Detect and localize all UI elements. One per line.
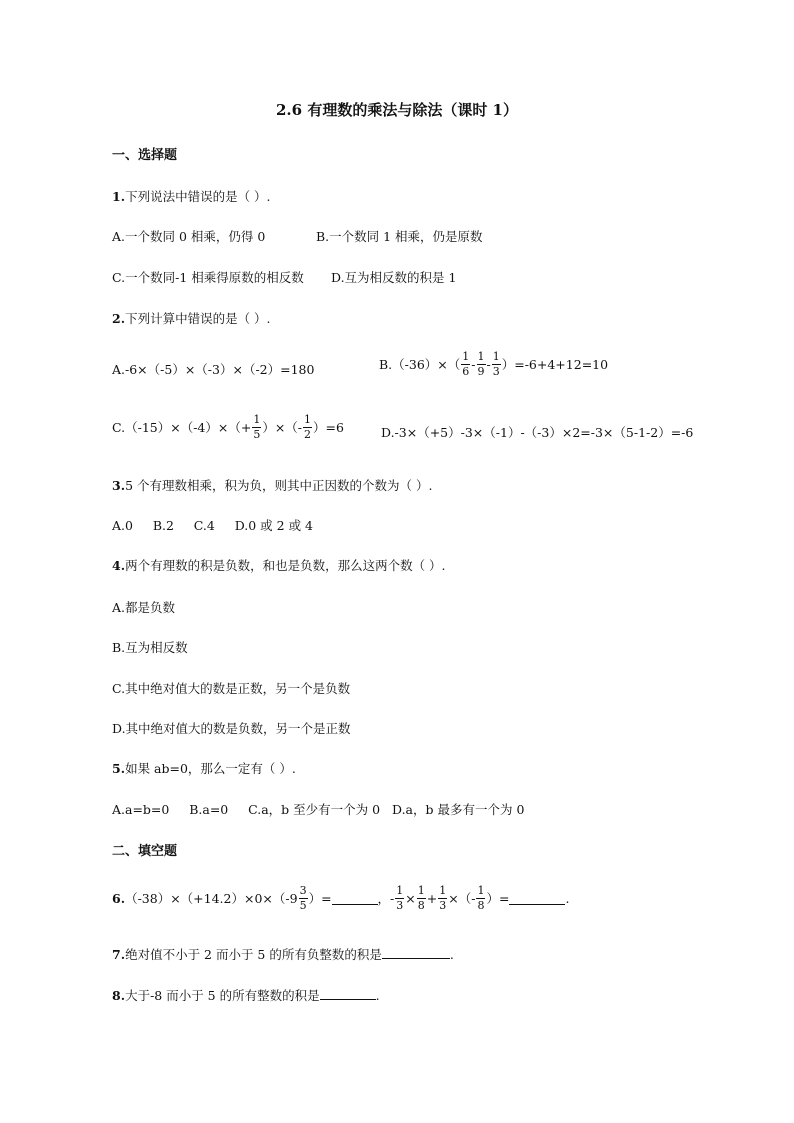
fraction [299, 884, 308, 913]
q1-option-d: D.互为相反数的积是 1 [331, 270, 457, 285]
numerator: 1 [462, 350, 470, 363]
question-stem: 绝对值不小于 2 而小于 5 的所有负整数的积是 [125, 947, 382, 962]
numerator: 1 [253, 413, 261, 426]
question-number: 8. [112, 988, 126, 1003]
q2-c-middle: ）×（- [262, 419, 303, 435]
q4-option-d: D.其中绝对值大的数是负数，另一个是正数 [112, 721, 351, 736]
denominator: 8 [417, 899, 425, 912]
q2-option-b [379, 350, 608, 379]
section-heading-choice: 一、选择题 [112, 148, 178, 163]
q6-text: . [565, 890, 570, 906]
operator: - [486, 356, 491, 372]
question-6 [112, 884, 569, 913]
question-stem: 下列说法中错误的是（ ）. [125, 189, 271, 204]
q2-c-suffix: ）=6 [313, 419, 344, 435]
question-7 [112, 946, 454, 964]
numerator: 3 [299, 884, 307, 897]
question-number: 1. [112, 189, 126, 204]
q4-option-a: A.都是负数 [112, 600, 176, 615]
q6-text: ，- [377, 890, 395, 906]
question-1 [112, 188, 271, 206]
numerator: 1 [396, 884, 404, 897]
q6-text: + [426, 890, 438, 906]
answer-blank[interactable] [382, 946, 450, 959]
q2-option-a: A.-6×（-5）×（-3）×（-2）=180 [112, 362, 315, 377]
question-number: 5. [112, 761, 126, 776]
fraction [438, 884, 447, 913]
question-3 [112, 477, 432, 495]
question-number: 6. [112, 890, 126, 906]
q2-option-c [112, 413, 344, 442]
numerator: 1 [417, 884, 425, 897]
q1-option-c: C.一个数同-1 相乘得原数的相反数 [112, 270, 304, 285]
q2-b-suffix: ）=-6+4+12=10 [501, 356, 609, 372]
q2-c-prefix: C.（-15）×（-4）×（+ [112, 419, 252, 435]
question-number: 3. [112, 478, 126, 493]
denominator: 3 [492, 365, 500, 378]
q4-option-c: C.其中绝对值大的数是正数，另一个是负数 [112, 681, 351, 696]
question-stem: 5 个有理数相乘，积为负，则其中正因数的个数为（ ）. [125, 478, 433, 493]
q6-text: × [405, 890, 416, 906]
question-8 [112, 987, 380, 1005]
question-stem: 大于-8 而小于 5 的所有整数的积是 [125, 988, 320, 1003]
fraction [252, 413, 261, 442]
fraction [395, 884, 404, 913]
denominator: 8 [477, 899, 485, 912]
q1-option-b: B.一个数同 1 相乘，仍是原数 [316, 229, 483, 244]
question-number: 4. [112, 558, 126, 573]
fraction [492, 350, 501, 379]
question-2 [112, 310, 271, 328]
q6-text: （-38）×（+14.2）×0×（-9 [125, 890, 298, 906]
fraction [417, 884, 426, 913]
fraction [477, 350, 486, 379]
fraction [461, 350, 470, 379]
q3-options: A.0 B.2 C.4 D.0 或 2 或 4 [112, 518, 314, 533]
q5-options: A.a=b=0 B.a=0 C.a，b 至少有一个为 0 D.a，b 最多有一个为 0 [112, 802, 525, 817]
question-5 [112, 760, 296, 778]
question-stem: 下列计算中错误的是（ ）. [125, 311, 271, 326]
fraction [303, 413, 312, 442]
answer-blank[interactable] [509, 892, 565, 905]
numerator: 1 [439, 884, 447, 897]
fraction [476, 884, 485, 913]
q1-option-a: A.一个数同 0 相乘，仍得 0 [112, 229, 266, 244]
q6-text: ）= [308, 890, 332, 906]
question-stem: 如果 ab=0，那么一定有（ ）. [125, 761, 296, 776]
question-4 [112, 557, 446, 575]
q6-text: ×（- [448, 890, 476, 906]
numerator: 1 [477, 350, 485, 363]
question-number: 7. [112, 947, 126, 962]
question-number: 2. [112, 311, 126, 326]
denominator: 2 [304, 428, 312, 441]
operator: - [471, 356, 476, 372]
period: . [449, 947, 454, 962]
section-heading-fill: 二、填空题 [112, 844, 178, 859]
q2-b-prefix: B.（-36）×（ [379, 356, 461, 372]
numerator: 1 [304, 413, 312, 426]
page-title: 2.6 有理数的乘法与除法（课时 1） [276, 101, 518, 119]
answer-blank[interactable] [332, 892, 378, 905]
denominator: 3 [439, 899, 447, 912]
denominator: 9 [477, 365, 485, 378]
answer-blank[interactable] [320, 987, 376, 1000]
question-stem: 两个有理数的积是负数，和也是负数，那么这两个数（ ）. [125, 558, 446, 573]
q2-option-d: D.-3×（+5）-3×（-1）-（-3）×2=-3×（5-1-2）=-6 [381, 425, 694, 440]
denominator: 6 [462, 365, 470, 378]
numerator: 1 [477, 884, 485, 897]
numerator: 1 [492, 350, 500, 363]
period: . [375, 988, 380, 1003]
q4-option-b: B.互为相反数 [112, 640, 188, 655]
denominator: 5 [253, 428, 261, 441]
denominator: 5 [299, 899, 307, 912]
q6-text: ）= [486, 890, 510, 906]
denominator: 3 [396, 899, 404, 912]
